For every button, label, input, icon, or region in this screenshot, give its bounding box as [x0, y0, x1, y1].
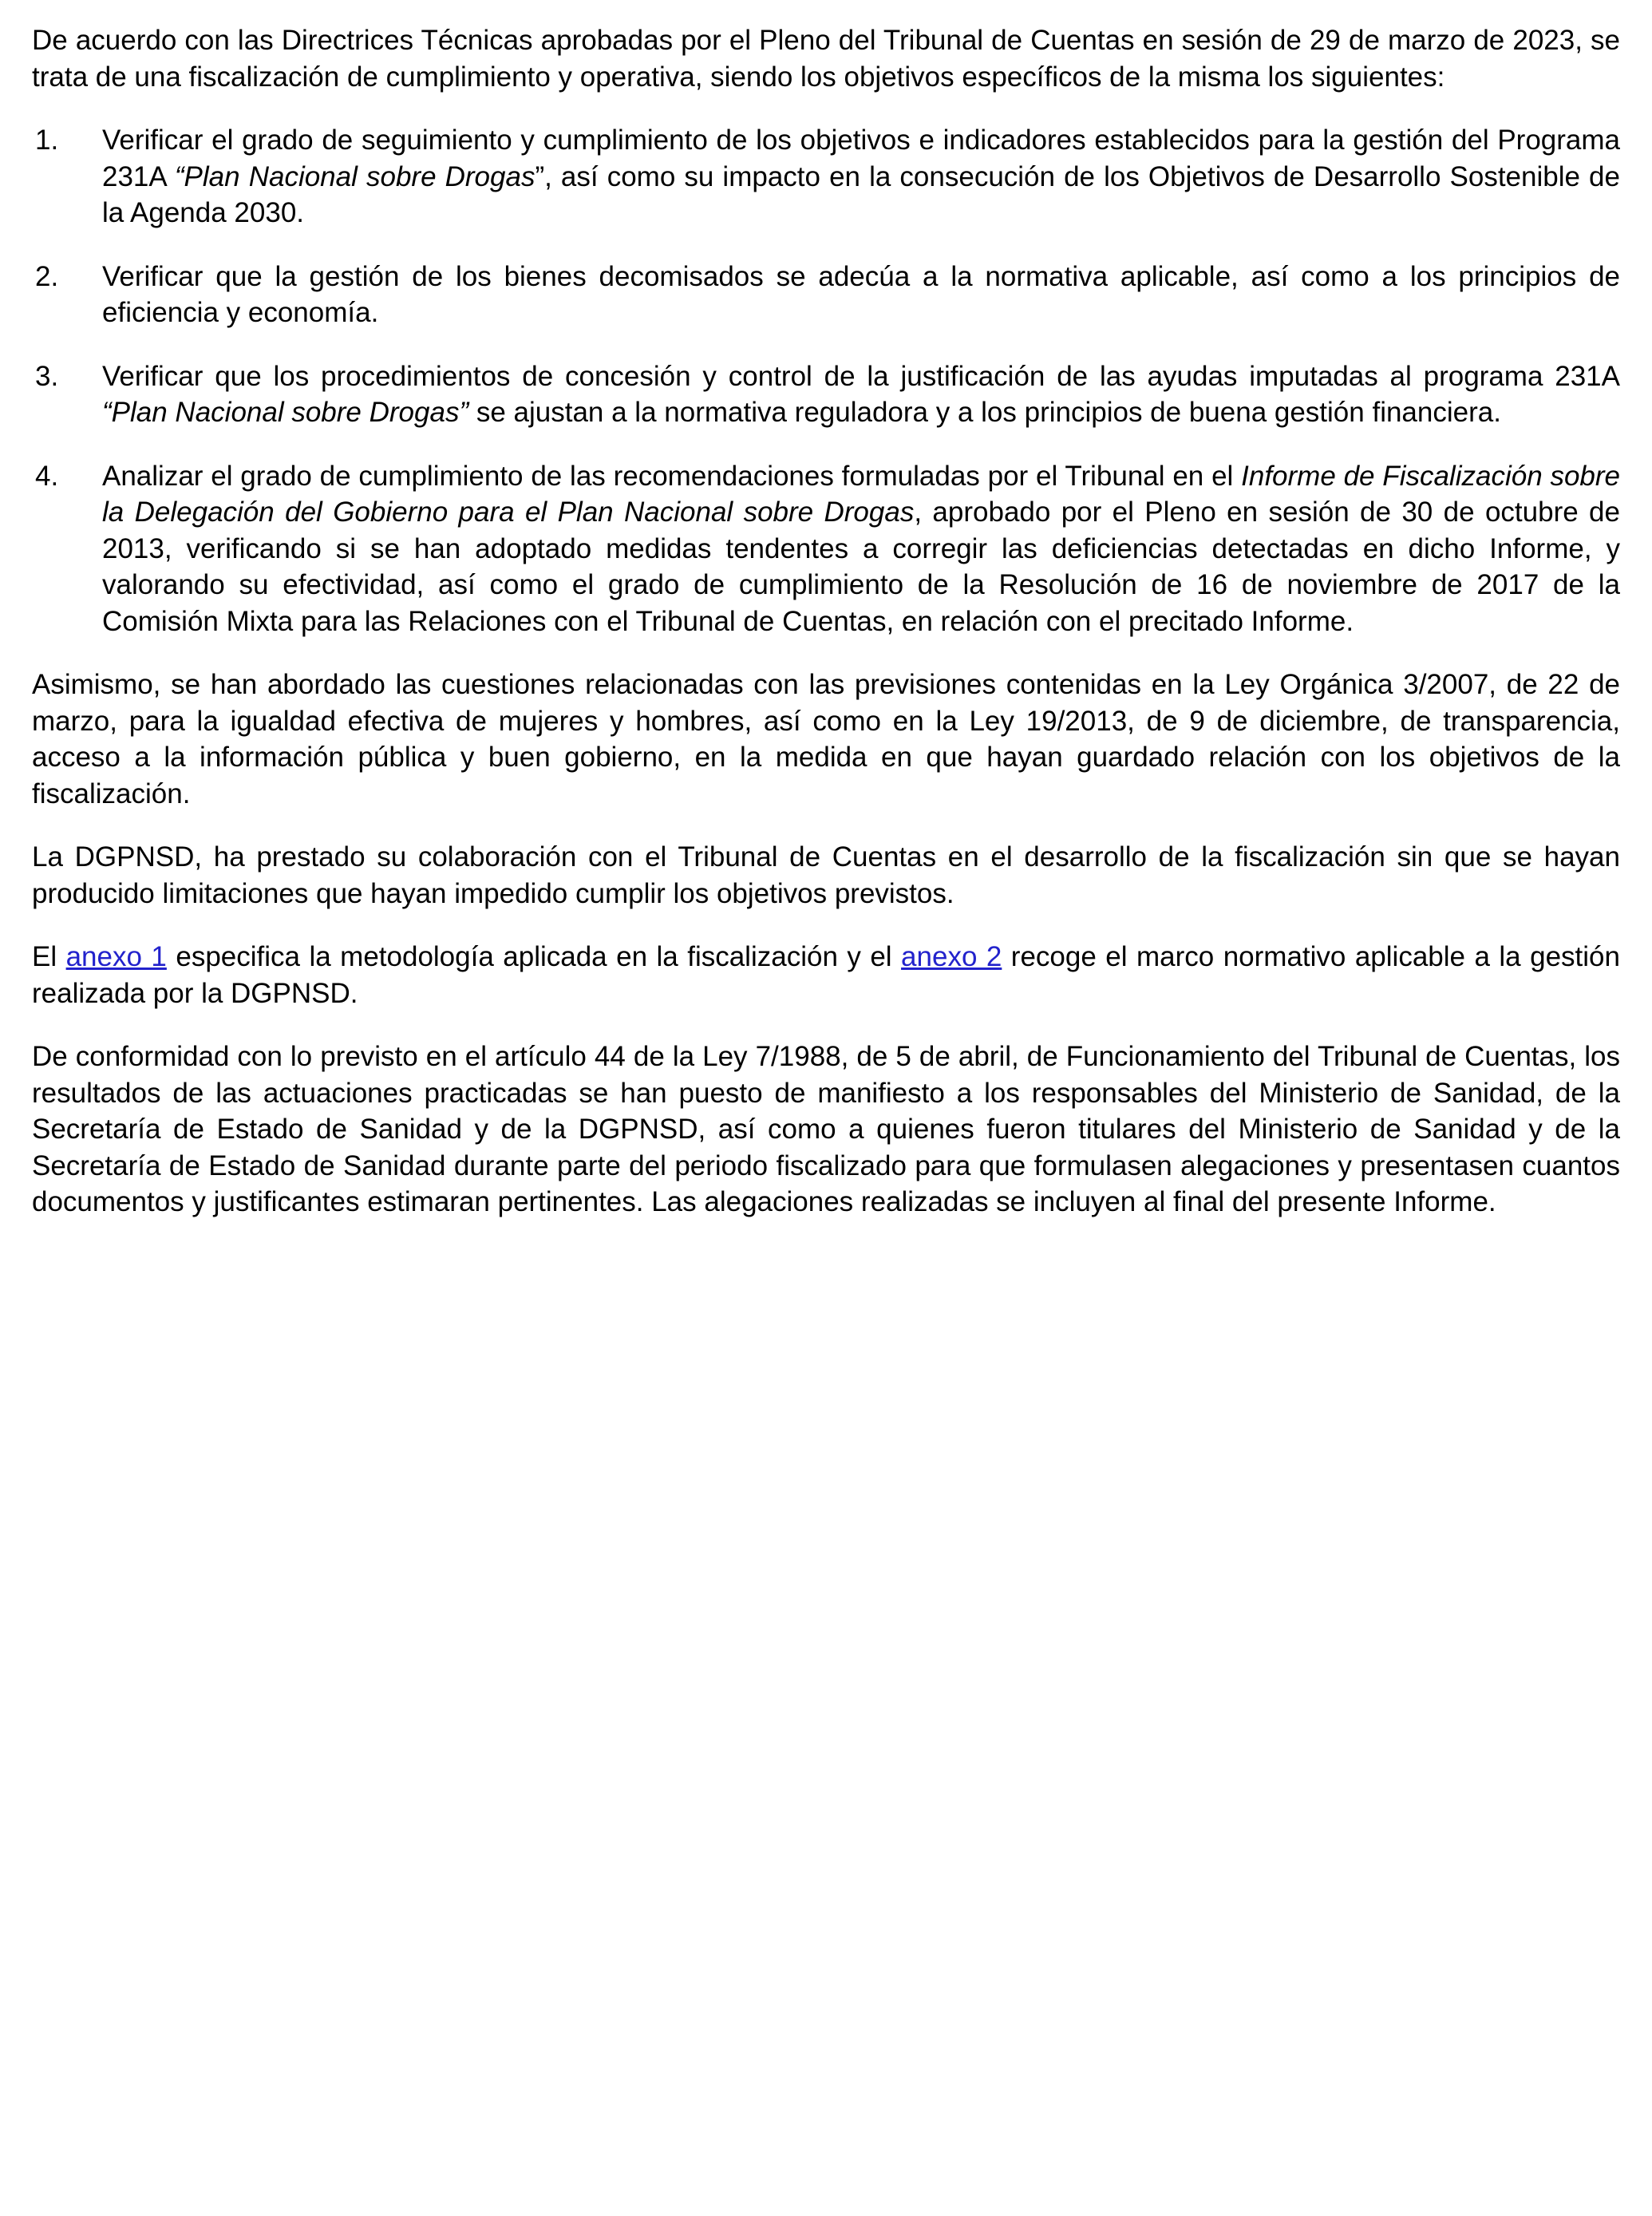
- objective-text-italic: “Plan Nacional sobre Drogas”: [102, 397, 469, 428]
- objective-text-part1: Verificar que los procedimientos de concesión y control de la justificación de las ayudas imputadas al programa 231A: [102, 360, 1620, 392]
- paragraph-dgpnsd: La DGPNSD, ha prestado su colaboración con el Tribunal de Cuentas en el desarrollo de la fiscalización sin que se hayan producido limitaciones que hayan impedido cumplir los objetivos previstos.: [32, 841, 1620, 909]
- paragraph-conformidad: De conformidad con lo previsto en el artículo 44 de la Ley 7/1988, de 5 de abril, de Funcionamiento del Tribunal de Cuentas, los resultados de las actuaciones practicadas se han puesto de manifiesto a los responsables del Ministerio de Sanidad, de la Secretaría de Estado de Sanidad y de la DGPNSD, así como a quienes fueron titulares del Ministerio de Sanidad y de la Secretaría de Estado de Sanidad durante parte del periodo fiscalizado para que formulasen alegaciones y presentasen cuantos documentos y justificantes estimaran pertinentes. Las alegaciones realizadas se incluyen al final del presente Informe.: [32, 1041, 1620, 1217]
- anexo-1-link[interactable]: anexo 1: [65, 941, 167, 972]
- objective-text-part1: Analizar el grado de cumplimiento de las recomendaciones formuladas por el Tribunal en el: [102, 460, 1242, 492]
- objective-text-part2: se ajustan a la normativa reguladora y a los principios de buena gestión financiera.: [468, 397, 1501, 428]
- list-item-number: 3.: [35, 360, 59, 392]
- list-item-number: 4.: [35, 460, 59, 492]
- list-item-body: [102, 259, 1620, 331]
- list-item-number: 2.: [35, 260, 59, 292]
- list-item-body: [102, 122, 1620, 231]
- paragraph-anexos: [32, 939, 1620, 1011]
- objective-text-part1: Verificar que la gestión de los bienes decomisados se adecúa a la normativa aplicable, así como a los principios de eficiencia y economía.: [102, 260, 1620, 328]
- objectives-list: [32, 122, 1620, 639]
- objective-text-part2: , aprobado por el Pleno en sesión de 30 de octubre de 2013, verificando si se han adoptado medidas tendentes a corregir las deficiencias detectadas en dicho Informe, y valorando su efectividad, así como el grado de cumplimiento de la Resolución de 16 de noviembre de 2017 de la Comisión Mixta para las Relaciones con el Tribunal de Cuentas, en relación con el precitado Informe.: [102, 497, 1620, 637]
- list-item-body: [102, 458, 1620, 640]
- list-item: [32, 259, 1620, 331]
- paragraph-asimismo: Asimismo, se han abordado las cuestiones relacionadas con las previsiones contenidas en la Ley Orgánica 3/2007, de 22 de marzo, para la igualdad efectiva de mujeres y hombres, así como en la Ley 19/2013, de 9 de diciembre, de transparencia, acceso a la información pública y buen gobierno, en la medida en que hayan guardado relación con los objetivos de la fiscalización.: [32, 669, 1620, 809]
- anexos-text-after: recoge el marco normativo aplicable a la gestión realizada por la DGPNSD.: [32, 941, 1620, 1009]
- list-item: [32, 458, 1620, 640]
- list-item-number: 1.: [35, 125, 59, 156]
- objective-text-italic: “Plan Nacional sobre Drogas: [174, 160, 536, 192]
- objective-text-part2: ”, así como su impacto en la consecución de los Objetivos de Desarrollo Sostenible de la Agenda 2030.: [102, 160, 1620, 228]
- objective-text-part1: Verificar el grado de seguimiento y cumplimiento de los objetivos e indicadores establecidos para la gestión del Programa 231A: [102, 125, 1620, 192]
- intro-paragraph: De acuerdo con las Directrices Técnicas aprobadas por el Pleno del Tribunal de Cuentas en sesión de 29 de marzo de 2023, se trata de una fiscalización de cumplimiento y operativa, siendo los objetivos específicos de la misma los siguientes:: [32, 25, 1620, 93]
- list-item: [32, 358, 1620, 431]
- list-item: [32, 122, 1620, 231]
- list-item-body: [102, 358, 1620, 431]
- anexo-2-link[interactable]: anexo 2: [901, 941, 1002, 972]
- anexos-text-between: especifica la metodología aplicada en la fiscalización y el: [166, 941, 902, 972]
- objective-text-italic: Informe de Fiscalización sobre la Delegación del Gobierno para el Plan Nacional sobre Drogas: [102, 460, 1621, 528]
- anexos-text-before: El: [32, 941, 66, 972]
